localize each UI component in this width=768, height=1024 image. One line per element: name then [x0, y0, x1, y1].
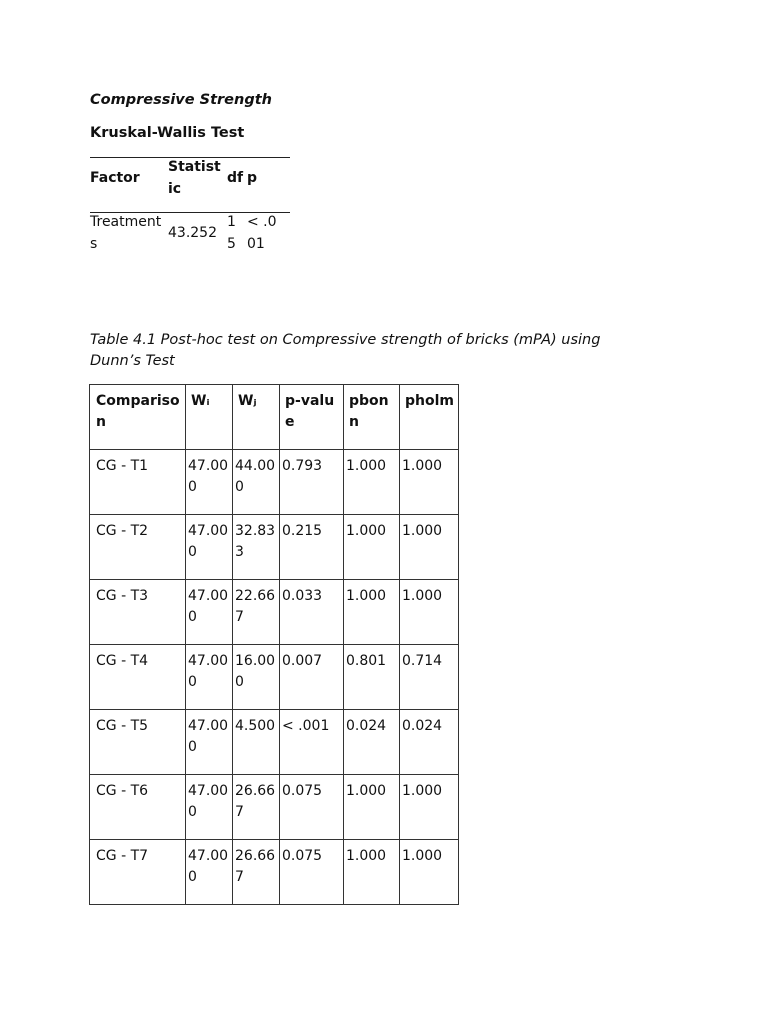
table-caption: Table 4.1 Post-hoc test on Compressive strength of bricks (mPA) using Dunn’s Test [90, 332, 601, 369]
cell-comparison: CG - T3 [90, 580, 186, 645]
cell-p-value: < .001 [280, 710, 344, 775]
cell-wj: 26.667 [233, 775, 280, 840]
cell-wj: 22.667 [233, 580, 280, 645]
section-title: Compressive Strength [90, 92, 272, 108]
header-pholm: pholm [400, 385, 459, 450]
cell-pholm: 1.000 [400, 450, 459, 515]
cell-p-value: 0.075 [280, 775, 344, 840]
cell-pbonn: 0.801 [344, 645, 400, 710]
cell-wi: 47.000 [186, 710, 233, 775]
cell-wi: 47.000 [186, 580, 233, 645]
cell-comparison: CG - T2 [90, 515, 186, 580]
cell-pbonn: 1.000 [344, 450, 400, 515]
table-row [90, 515, 459, 580]
cell-comparison: CG - T6 [90, 775, 186, 840]
cell-wj: 44.000 [233, 450, 280, 515]
cell-pholm: 0.024 [400, 710, 459, 775]
cell-pholm: 0.714 [400, 645, 459, 710]
table-row [90, 450, 459, 515]
cell-wi: 47.000 [186, 515, 233, 580]
cell-wi: 47.000 [186, 645, 233, 710]
table-row [90, 775, 459, 840]
cell-comparison: CG - T7 [90, 840, 186, 905]
cell-p-value: 0.075 [280, 840, 344, 905]
cell-pholm: 1.000 [400, 580, 459, 645]
cell-comparison: CG - T4 [90, 645, 186, 710]
kruskal-cell-df: 15 [227, 214, 236, 252]
cell-p-value: 0.007 [280, 645, 344, 710]
header-pbonn: pbonn [344, 385, 400, 450]
cell-comparison: CG - T5 [90, 710, 186, 775]
table-header-row [90, 385, 459, 450]
cell-wi: 47.000 [186, 450, 233, 515]
cell-comparison: CG - T1 [90, 450, 186, 515]
kruskal-header-df: df [227, 170, 244, 186]
cell-pbonn: 0.024 [344, 710, 400, 775]
cell-wj: 4.500 [233, 710, 280, 775]
cell-p-value: 0.033 [280, 580, 344, 645]
cell-pbonn: 1.000 [344, 580, 400, 645]
kruskal-cell-factor: Treatments [90, 214, 162, 252]
dunn-test-table [89, 384, 459, 905]
cell-wj: 32.833 [233, 515, 280, 580]
cell-wj: 16.000 [233, 645, 280, 710]
header-comparison: Comparison [90, 385, 186, 450]
cell-pbonn: 1.000 [344, 515, 400, 580]
cell-wj: 26.667 [233, 840, 280, 905]
table-row [90, 840, 459, 905]
header-p-value: p-value [280, 385, 344, 450]
table-row [90, 645, 459, 710]
cell-p-value: 0.793 [280, 450, 344, 515]
cell-pbonn: 1.000 [344, 840, 400, 905]
cell-wi: 47.000 [186, 840, 233, 905]
cell-pholm: 1.000 [400, 515, 459, 580]
cell-pholm: 1.000 [400, 840, 459, 905]
kruskal-cell-p: < .001 [247, 214, 277, 252]
kruskal-header-p: p [247, 170, 258, 186]
kruskal-cell-statistic: 43.252 [168, 225, 217, 241]
kruskal-wallis-title: Kruskal-Wallis Test [90, 125, 245, 141]
table-row [90, 580, 459, 645]
header-wi: Wᵢ [186, 385, 233, 450]
table-row [90, 710, 459, 775]
header-wj: Wⱼ [233, 385, 280, 450]
cell-pbonn: 1.000 [344, 775, 400, 840]
kruskal-header-factor: Factor [90, 170, 140, 186]
cell-p-value: 0.215 [280, 515, 344, 580]
cell-wi: 47.000 [186, 775, 233, 840]
kruskal-header-statistic: Statistic [168, 159, 221, 197]
cell-pholm: 1.000 [400, 775, 459, 840]
